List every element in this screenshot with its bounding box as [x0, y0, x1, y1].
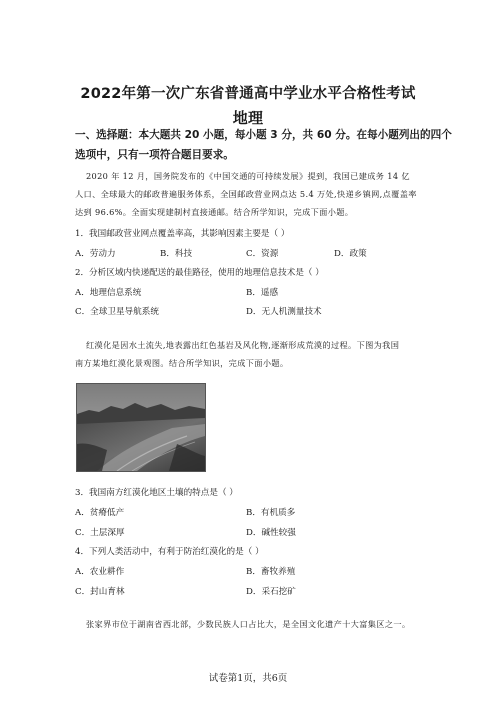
option-a: A．贫瘠低产 [75, 508, 125, 518]
option-b: B．科技 [160, 249, 193, 259]
passage-line: 红漠化是因水土流失,地表露出红色基岩及风化物,逐渐形成荒漠的过程。下图为我国 [86, 340, 400, 350]
page-footer: 试卷第1页，共6页 [208, 673, 288, 684]
option-c: C．封山育林 [75, 587, 125, 597]
option-d: D．采石挖矿 [246, 587, 296, 597]
option-a: A．农业耕作 [75, 567, 125, 577]
option-d: D．无人机测量技术 [246, 307, 322, 317]
option-d: D．碱性较强 [246, 528, 296, 538]
passage-line: 人口、全球最大的邮政普遍服务体系，全国邮政营业网点达 5.4 万处,快递乡镇网,点覆盖率 [75, 189, 417, 199]
passage-line: 2020 年 12 月，国务院发布的《中国交通的可持续发展》提到，我国已建成务 14 亿 [86, 171, 410, 181]
option-a: A．劳动力 [75, 249, 116, 259]
option-c: C．土层深厚 [75, 528, 125, 538]
option-b: B．有机质多 [246, 508, 296, 518]
option-b: B．遥感 [246, 288, 279, 298]
subject-title: 地理 [232, 109, 264, 127]
question-stem: 3．我国南方红漠化地区土壤的特点是（ ） [75, 488, 238, 498]
question-stem: 4．下列人类活动中，有利于防治红漠化的是（ ） [75, 547, 264, 557]
landscape-photo-graphic [77, 384, 205, 471]
passage-line: 南方某地红漠化景观图。结合所学知识，完成下面小题。 [75, 358, 289, 368]
option-b: B．畜牧养殖 [246, 567, 296, 577]
question-stem: 1．我国邮政营业网点覆盖率高，其影响因素主要是（ ） [75, 229, 290, 239]
option-c: C．资源 [246, 249, 279, 259]
passage-line: 达到 96.6%。全面实现建制村直接通邮。结合所学知识，完成下面小题。 [75, 207, 354, 217]
passage-zhangjiajie: 张家界市位于湖南省西北部，少数民族人口占比大，是全国文化遗产十大富集区之一。 [86, 619, 411, 629]
option-a: A．地理信息系统 [75, 288, 142, 298]
question-stem: 2．分析区域内快递配送的最佳路径，使用的地理信息技术是（ ） [75, 268, 324, 278]
red-desertification-photo [76, 383, 206, 472]
option-d: D．政策 [334, 249, 367, 259]
section-heading-line2: 选项中，只有一项符合题目要求。 [75, 149, 234, 161]
section-heading-line1: 一、选择题：本大题共 20 小题，每小题 3 分，共 60 分。在每小题列出的四个 [75, 129, 452, 141]
option-c: C．全球卫星导航系统 [75, 307, 159, 317]
exam-title: 2022年第一次广东省普通高中学业水平合格性考试 [80, 86, 416, 102]
